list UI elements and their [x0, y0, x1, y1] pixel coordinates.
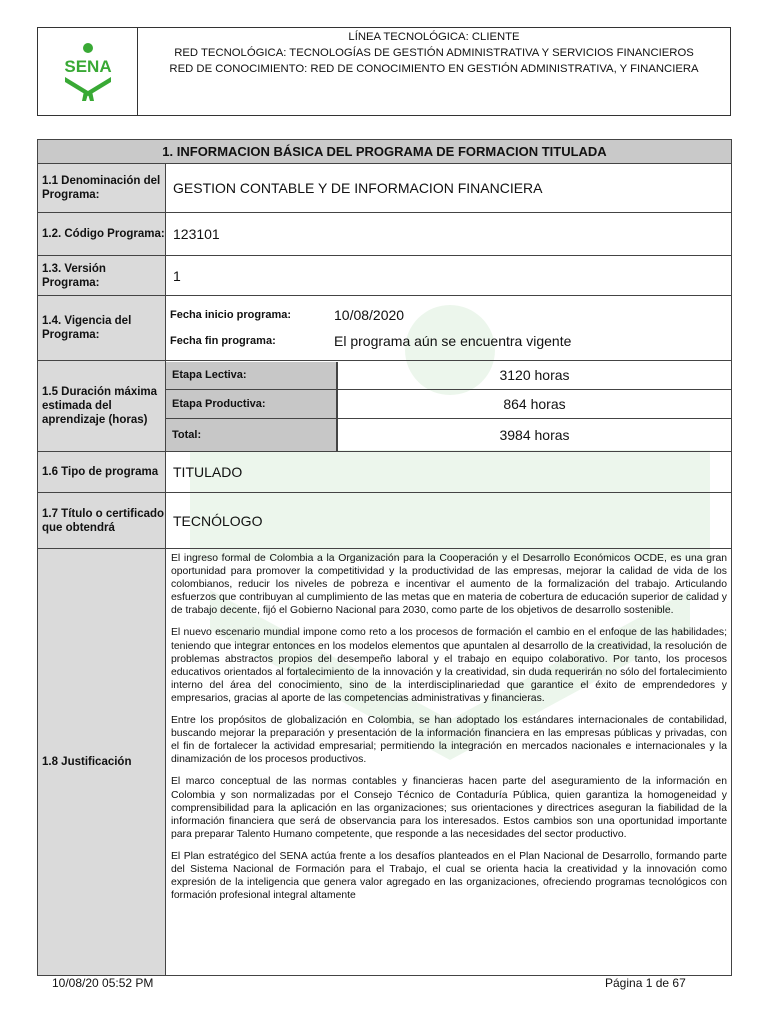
- etapa-productiva-label: Etapa Productiva:: [166, 390, 337, 419]
- etapa-lectiva-label: Etapa Lectiva:: [166, 362, 337, 390]
- denominacion-label: 1.1 Denominación del Programa:: [38, 164, 166, 213]
- duracion-subtable: [166, 362, 731, 451]
- svg-text:SENA: SENA: [63, 56, 112, 76]
- justificacion-paragraph: El marco conceptual de las normas contables y financieras hacen parte del aseguramiento de la información en Colombia y son normalizadas por el Consejo Técnico de Contaduría Pública, quien garantiza la homogeneidad y comprensibilidad para la aplicación en las organizaciones; sus orientaciones y directrices aseguran la fiabilidad de la información financiera que será de observancia para los interesados. Estos cambios son una oportunidad importante para preparar Talento Humano competente, que responde a las necesidades del sector productivo.: [171, 776, 727, 840]
- fecha-fin-label: Fecha fin programa:: [170, 335, 276, 347]
- denominacion-value: GESTION CONTABLE Y DE INFORMACION FINANCIERA: [166, 164, 732, 213]
- justificacion-paragraph: El Plan estratégico del SENA actúa frente a los desafíos planteados en el Plan Nacional de Desarrollo, formando parte del Sistema Nacional de Formación para el Trabajo, el cual se orienta hacia la creatividad y la innovación como expresión de la inteligencia que genera valor agregado en las organizaciones, ofreciendo programas tecnológicos con formación profesional integral altamente: [171, 850, 727, 902]
- document-header: [37, 27, 731, 116]
- sena-logo-icon: [53, 41, 123, 103]
- version-value: 1: [166, 256, 732, 296]
- justificacion-text: [166, 549, 732, 976]
- justificacion-paragraph: Entre los propósitos de globalización en Colombia, se han adoptado los estándares internacionales de contabilidad, buscando mejorar la preparación y presentación de la información financiera en las empresas públicas y privadas, con el fin de fortalecer la actividad empresarial; permitiendo la integración en mercados nacionales e internacionales y la dinamización de los procesos productivos.: [171, 715, 727, 766]
- justificacion-label: 1.8 Justificación: [38, 549, 166, 976]
- vigencia-cell: [166, 296, 732, 361]
- fecha-inicio-label: Fecha inicio programa:: [170, 309, 292, 321]
- titulo-label: 1.7 Título o certificado que obtendrá: [38, 493, 166, 549]
- tipo-label: 1.6 Tipo de programa: [38, 452, 166, 493]
- total-value: 3984 horas: [499, 426, 570, 443]
- codigo-label: 1.2. Código Programa:: [38, 213, 166, 256]
- justificacion-paragraph: El ingreso formal de Colombia a la Organización para la Cooperación y el Desarrollo Económicos OCDE, es una gran oportunidad para promover la competitividad y la productividad de las empresas, mejorar la calidad de vida de los colombianos, reducir los niveles de pobreza e incentivar el aumento de la formalización del trabajo. Articulando esfuerzos que contribuyan al cumplimiento de las metas que en materia de cobertura de educación superior de calidad y de trabajo decente, fijó el Gobierno Nacional para 2030, como parte de los objetivos de desarrollo sostenible.: [171, 553, 727, 617]
- footer-page-number: Página 1 de 67: [605, 976, 686, 990]
- fecha-fin-value: El programa aún se encuentra vigente: [334, 333, 572, 349]
- vigencia-label: 1.4. Vigencia del Programa:: [38, 296, 166, 361]
- sena-logo: [38, 28, 138, 115]
- header-red-tecnologica: RED TECNOLÓGICA: TECNOLOGÍAS DE GESTIÓN ADMINISTRATIVA Y SERVICIOS FINANCIEROS: [174, 47, 694, 59]
- footer-timestamp: 10/08/20 05:52 PM: [52, 976, 154, 990]
- header-text: [138, 28, 730, 115]
- total-label: Total:: [166, 419, 337, 451]
- version-label: 1.3. Versión Programa:: [38, 256, 166, 296]
- section-title: 1. INFORMACION BÁSICA DEL PROGRAMA DE FORMACION TITULADA: [38, 140, 732, 164]
- tipo-value: TITULADO: [166, 452, 732, 493]
- etapa-lectiva-value: 3120 horas: [337, 362, 731, 390]
- duracion-label: 1.5 Duración máxima estimada del aprendizaje (horas): [38, 361, 166, 452]
- titulo-value: TECNÓLOGO: [166, 493, 732, 549]
- header-linea: LÍNEA TECNOLÓGICA: CLIENTE: [348, 31, 520, 43]
- codigo-value: 123101: [166, 213, 732, 256]
- duracion-cell: [166, 361, 732, 452]
- header-red-conocimiento: RED DE CONOCIMIENTO: RED DE CONOCIMIENTO EN GESTIÓN ADMINISTRATIVA, Y FINANCIERA: [169, 63, 699, 75]
- etapa-productiva-value: 864 horas: [337, 390, 731, 419]
- program-info-table: [37, 139, 732, 976]
- vigencia-subtable: [170, 302, 731, 354]
- justificacion-paragraph: El nuevo escenario mundial impone como reto a los procesos de formación el cambio en el enfoque de las habilidades; teniendo que integrar entonces en los modelos elementos que apuntalen al desarrollo de la creatividad, la resolución de problemas abstractos propios del desempeño laboral y el trabajo en equipo colaborativo. Por tanto, los procesos educativos orientados al fortalecimiento de la innovación y la creatividad, sin duda requerirán no sólo del fortalecimiento interno del área del conocimiento, sino de la interdisciplinariedad que garantice el éxito de emprendedores y empresarios, gracias al aporte de las competencias administrativas y financieras.: [171, 627, 727, 704]
- fecha-inicio-value: 10/08/2020: [334, 307, 405, 323]
